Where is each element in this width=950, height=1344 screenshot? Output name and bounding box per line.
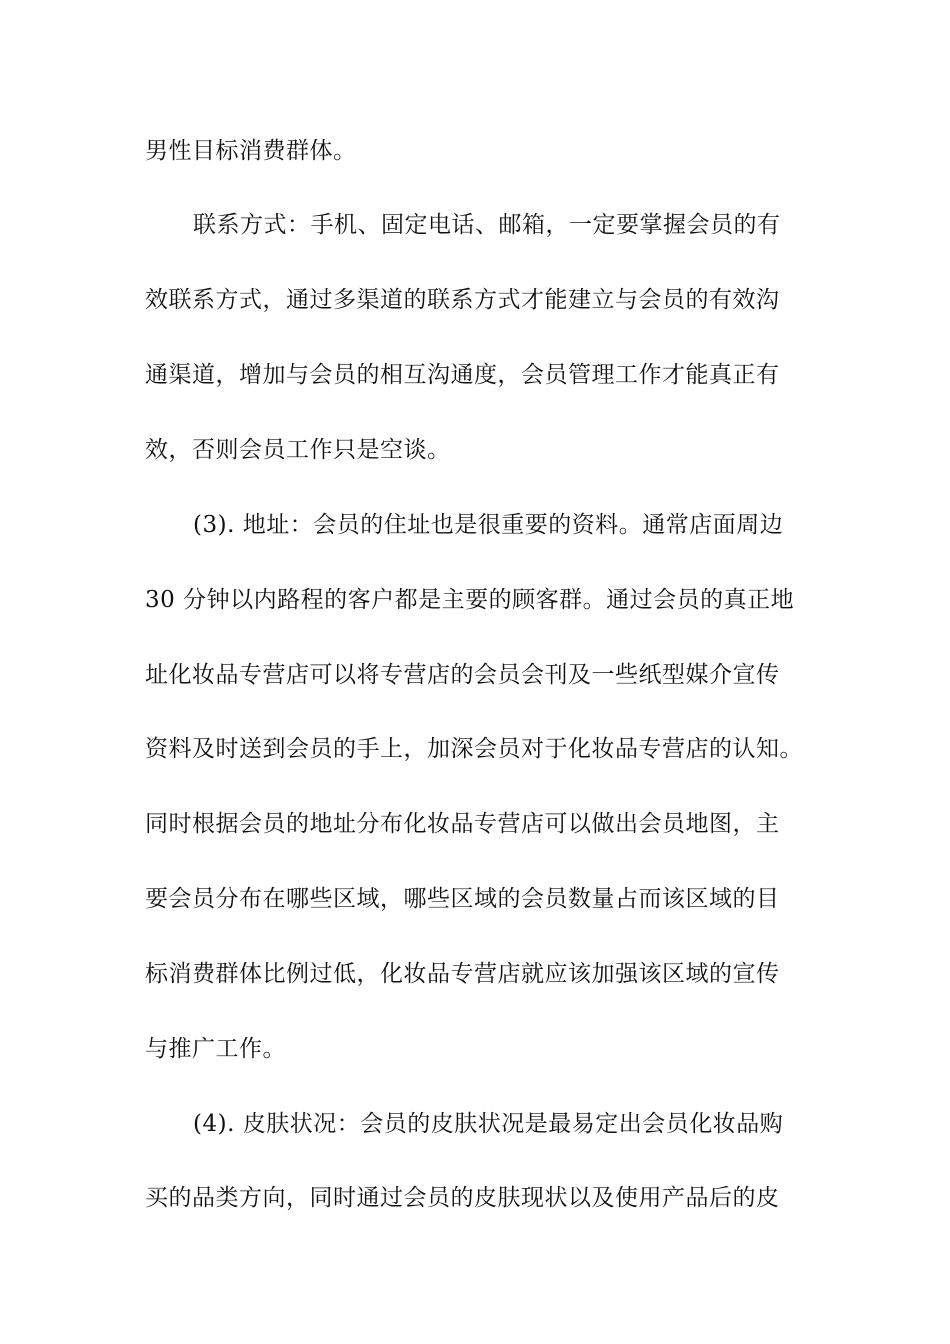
text-line: 买的品类方向，同时通过会员的皮肤现状以及使用产品后的皮 bbox=[145, 1185, 780, 1211]
paragraph-start-line: 联系方式：手机、固定电话、邮箱，一定要掌握会员的有 bbox=[193, 212, 781, 238]
text-line: 同时根据会员的地址分布化妆品专营店可以做出会员地图，主 bbox=[145, 811, 780, 837]
text-line: 与推广工作。 bbox=[145, 1036, 286, 1062]
text-line: 男性目标消费群体。 bbox=[145, 138, 357, 164]
text-line: 址化妆品专营店可以将专营店的会员会刊及一些纸型媒介宣传 bbox=[145, 662, 780, 688]
paragraph-start-line: (3). 地址：会员的住址也是很重要的资料。通常店面周边 bbox=[193, 512, 784, 538]
paragraph-start-line: (4). 皮肤状况：会员的皮肤状况是最易定出会员化妆品购 bbox=[193, 1111, 784, 1137]
text-line: 效，否则会员工作只是空谈。 bbox=[145, 437, 451, 463]
text-line: 30 分钟以内路程的客户都是主要的顾客群。通过会员的真正地 bbox=[145, 587, 795, 613]
text-line: 资料及时送到会员的手上，加深会员对于化妆品专营店的认知。 bbox=[145, 736, 803, 762]
text-line: 要会员分布在哪些区域，哪些区域的会员数量占而该区域的目 bbox=[145, 886, 780, 912]
text-line: 标消费群体比例过低，化妆品专营店就应该加强该区域的宣传 bbox=[145, 961, 780, 987]
text-line: 通渠道，增加与会员的相互沟通度，会员管理工作才能真正有 bbox=[145, 362, 780, 388]
text-line: 效联系方式，通过多渠道的联系方式才能建立与会员的有效沟 bbox=[145, 287, 780, 313]
